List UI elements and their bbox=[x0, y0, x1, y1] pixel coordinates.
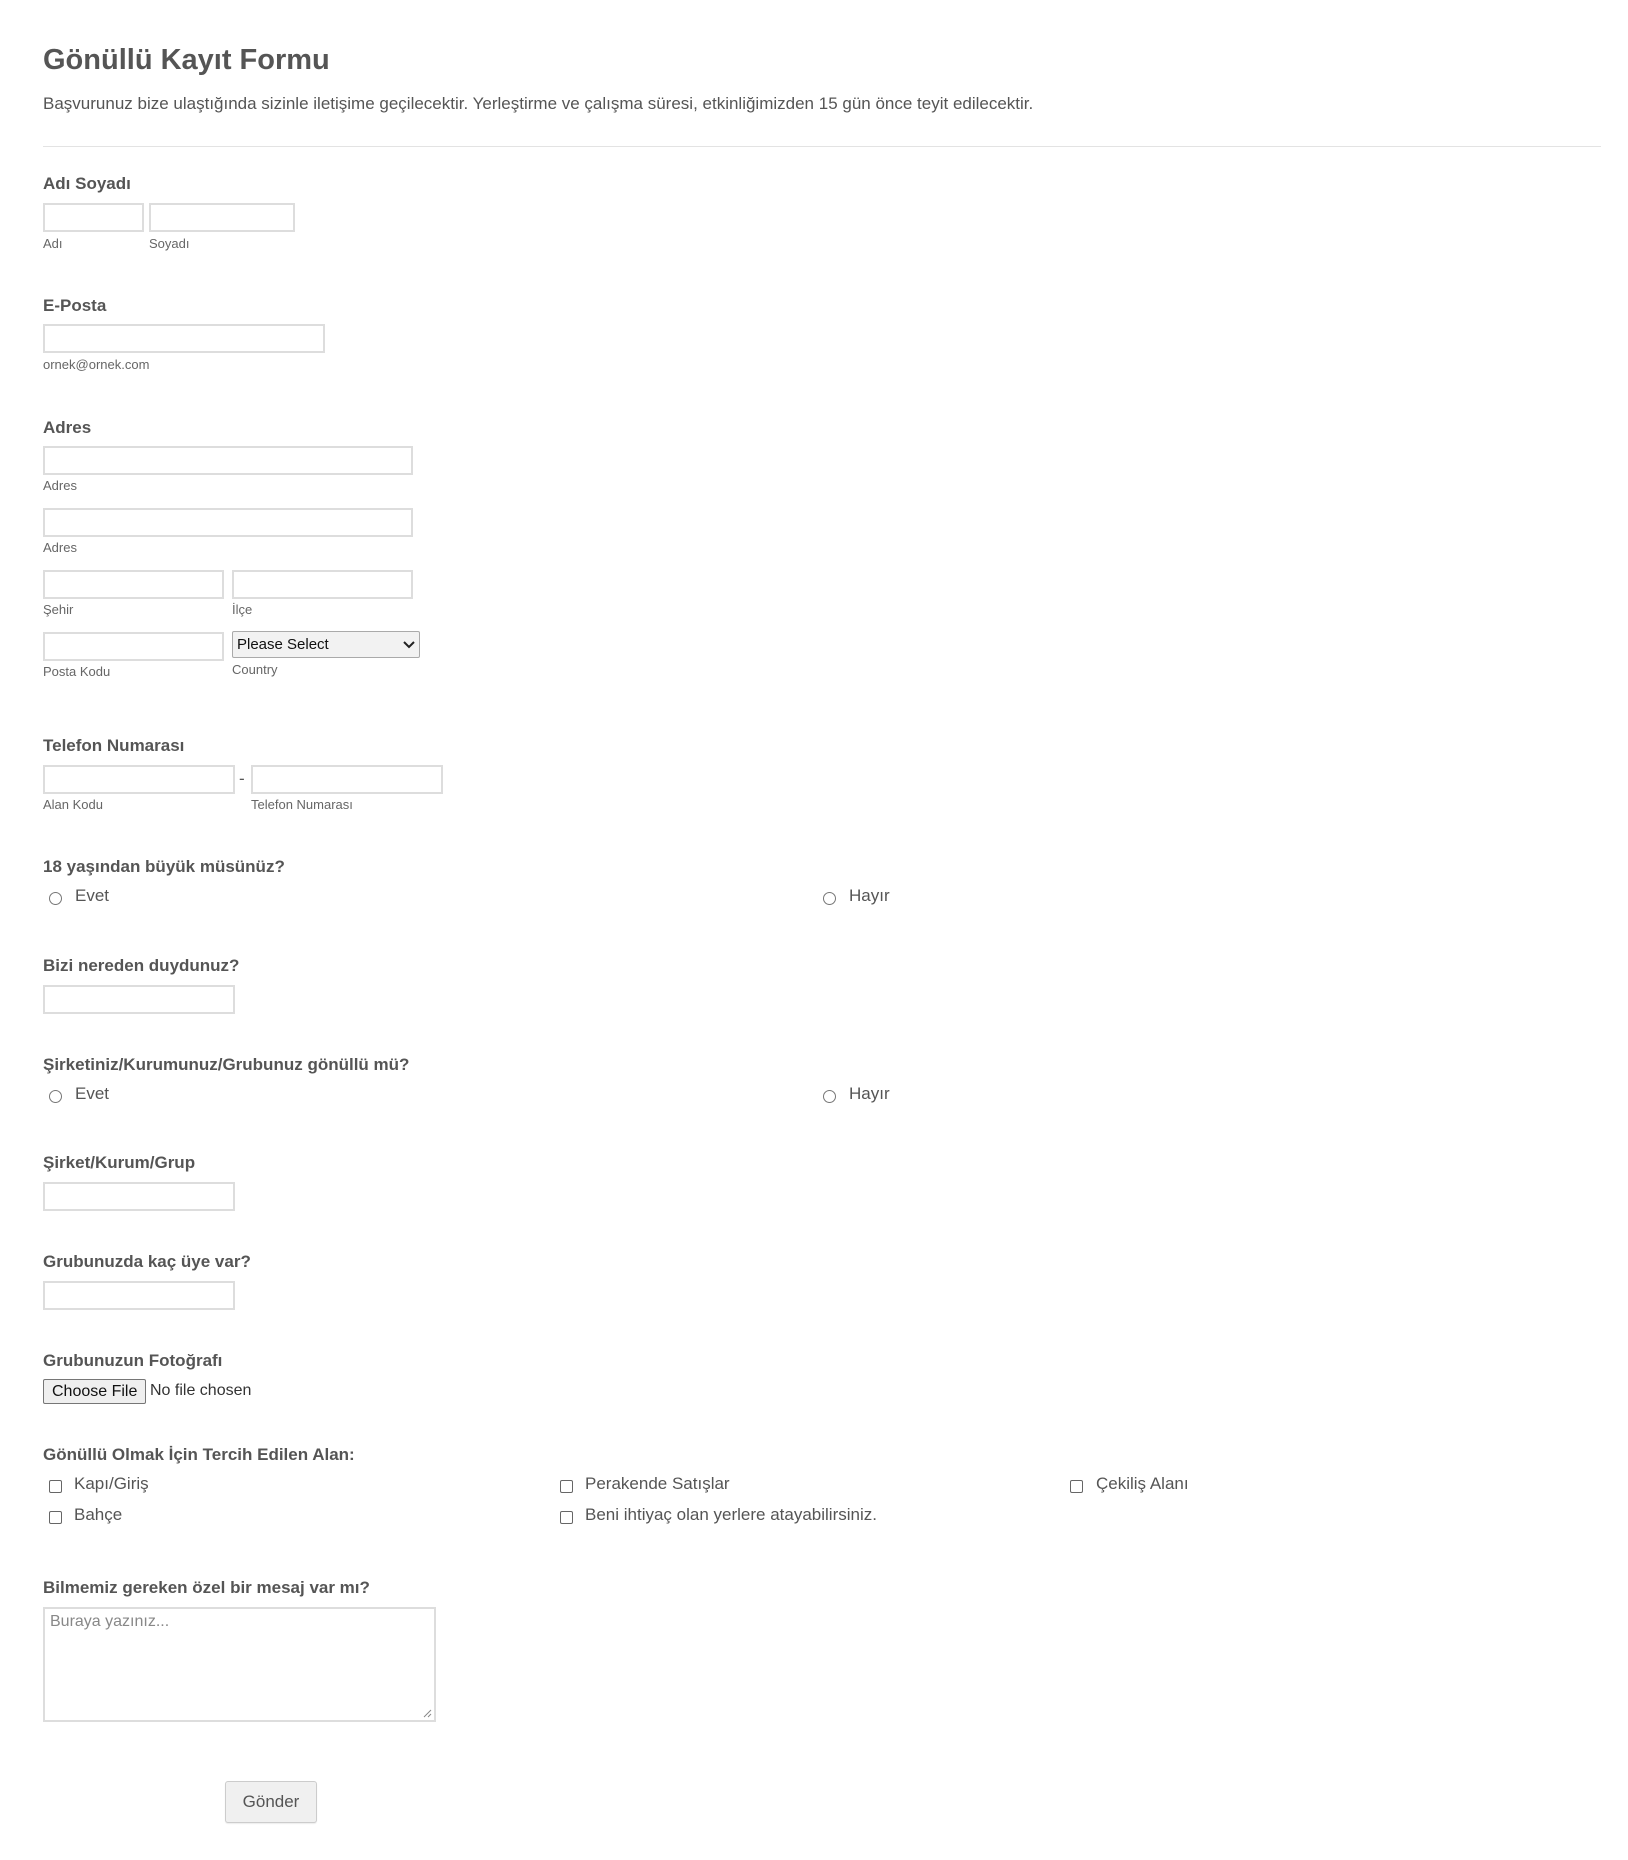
area-garden-checkbox[interactable] bbox=[49, 1511, 62, 1524]
areas-label: Gönüllü Olmak İçin Tercih Edilen Alan: bbox=[43, 1445, 355, 1464]
country-select[interactable] bbox=[232, 631, 420, 658]
city-input[interactable] bbox=[43, 570, 224, 599]
first-name-sublabel: Adı bbox=[43, 236, 63, 251]
over18-no-radio[interactable] bbox=[823, 892, 836, 905]
area-code-input[interactable] bbox=[43, 765, 235, 794]
address-label: Adres bbox=[43, 418, 92, 437]
divider bbox=[43, 146, 1601, 147]
choose-file-label: Choose File bbox=[52, 1382, 138, 1400]
address-line2-sublabel: Adres bbox=[43, 540, 77, 555]
area-garden-label[interactable]: Bahçe bbox=[74, 1505, 123, 1524]
area-retail-label[interactable]: Perakende Satışlar bbox=[585, 1474, 730, 1493]
chevron-down-icon bbox=[403, 638, 415, 652]
last-name-input[interactable] bbox=[149, 203, 295, 232]
resize-grip-icon[interactable] bbox=[422, 1708, 432, 1718]
form-title: Gönüllü Kayıt Formu bbox=[43, 44, 330, 76]
company-volunteer-yes-label[interactable]: Evet bbox=[75, 1084, 110, 1103]
phone-label: Telefon Numarası bbox=[43, 736, 185, 755]
message-label: Bilmemiz gereken özel bir mesaj var mı? bbox=[43, 1578, 370, 1597]
area-raffle-checkbox[interactable] bbox=[1070, 1480, 1083, 1493]
company-volunteer-no-radio[interactable] bbox=[823, 1090, 836, 1103]
over18-yes-label[interactable]: Evet bbox=[75, 886, 110, 905]
area-code-sublabel: Alan Kodu bbox=[43, 797, 103, 812]
company-volunteer-no-label[interactable]: Hayır bbox=[849, 1084, 890, 1103]
name-label: Adı Soyadı bbox=[43, 174, 131, 193]
area-gate-checkbox[interactable] bbox=[49, 1480, 62, 1493]
company-volunteer-label: Şirketiniz/Kurumunuz/Grubunuz gönüllü mü? bbox=[43, 1055, 410, 1074]
choose-file-button[interactable] bbox=[43, 1379, 146, 1404]
email-input[interactable] bbox=[43, 324, 325, 353]
over18-label: 18 yaşından büyük müsünüz? bbox=[43, 857, 285, 876]
area-anywhere-label[interactable]: Beni ihtiyaç olan yerlere atayabilirsiniz. bbox=[585, 1505, 877, 1524]
district-input[interactable] bbox=[232, 570, 413, 599]
members-label: Grubunuzda kaç üye var? bbox=[43, 1252, 251, 1271]
message-textarea[interactable] bbox=[43, 1607, 436, 1722]
last-name-sublabel: Soyadı bbox=[149, 236, 190, 251]
phone-number-input[interactable] bbox=[251, 765, 443, 794]
area-retail-checkbox[interactable] bbox=[560, 1480, 573, 1493]
country-sublabel: Country bbox=[232, 662, 278, 677]
postal-code-input[interactable] bbox=[43, 632, 224, 661]
company-volunteer-yes-radio[interactable] bbox=[49, 1090, 62, 1103]
area-raffle-label[interactable]: Çekiliş Alanı bbox=[1096, 1474, 1189, 1493]
heard-input[interactable] bbox=[43, 985, 235, 1014]
postal-code-sublabel: Posta Kodu bbox=[43, 664, 111, 679]
over18-yes-radio[interactable] bbox=[49, 892, 62, 905]
address-line1-sublabel: Adres bbox=[43, 478, 77, 493]
members-input[interactable] bbox=[43, 1281, 235, 1310]
email-label: E-Posta bbox=[43, 296, 107, 315]
phone-number-sublabel: Telefon Numarası bbox=[251, 797, 353, 812]
address-line1-input[interactable] bbox=[43, 446, 413, 475]
phone-separator: - bbox=[239, 769, 245, 788]
over18-no-label[interactable]: Hayır bbox=[849, 886, 890, 905]
file-status: No file chosen bbox=[150, 1382, 252, 1399]
company-input[interactable] bbox=[43, 1182, 235, 1211]
message-placeholder: Buraya yazınız... bbox=[50, 1613, 170, 1630]
photo-label: Grubunuzun Fotoğrafı bbox=[43, 1351, 223, 1370]
submit-label: Gönder bbox=[242, 1792, 300, 1811]
city-sublabel: Şehir bbox=[43, 602, 74, 617]
country-select-value: Please Select bbox=[237, 636, 329, 653]
district-sublabel: İlçe bbox=[232, 602, 253, 617]
address-line2-input[interactable] bbox=[43, 508, 413, 537]
area-gate-label[interactable]: Kapı/Giriş bbox=[74, 1474, 149, 1493]
email-sublabel: ornek@ornek.com bbox=[43, 357, 150, 372]
submit-button[interactable] bbox=[225, 1781, 317, 1823]
area-anywhere-checkbox[interactable] bbox=[560, 1511, 573, 1524]
heard-label: Bizi nereden duydunuz? bbox=[43, 956, 240, 975]
company-label: Şirket/Kurum/Grup bbox=[43, 1153, 196, 1172]
first-name-input[interactable] bbox=[43, 203, 144, 232]
form-description: Başvurunuz bize ulaştığında sizinle iletişime geçilecektir. Yerleştirme ve çalışma süresi, etkinliğimizden 15 gün önce teyit edilecektir. bbox=[43, 94, 1034, 113]
